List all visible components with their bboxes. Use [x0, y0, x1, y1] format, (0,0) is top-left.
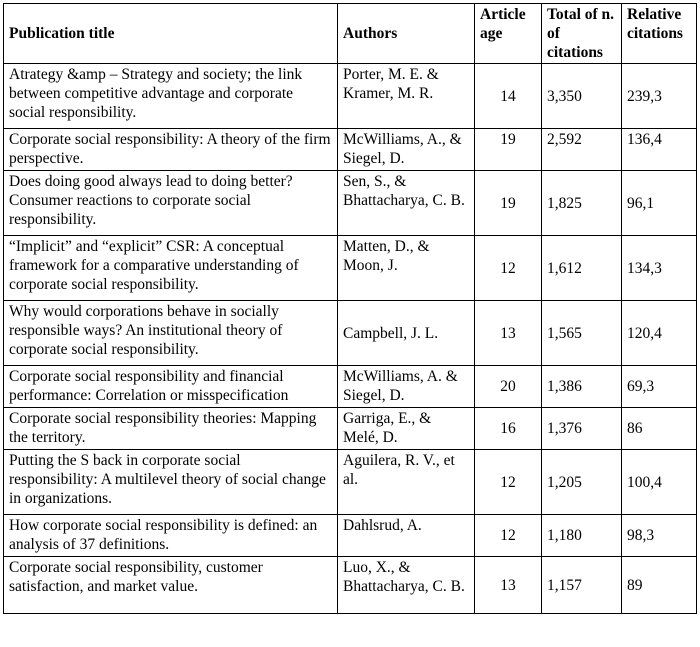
relative-citations: 86 — [622, 408, 697, 450]
citations-table — [3, 3, 697, 614]
authors: McWilliams, A. & Siegel, D. — [338, 366, 475, 408]
authors: Porter, M. E. & Kramer, M. R. — [338, 64, 475, 129]
publication-title: Corporate social responsibility and financial performance: Correlation or misspecification — [4, 366, 338, 408]
publication-title: Putting the S back in corporate social responsibility: A multilevel theory of social change in organizations. — [4, 450, 338, 515]
total-citations: 1,157 — [542, 557, 622, 614]
authors: Aguilera, R. V., et al. — [338, 450, 475, 515]
authors: Matten, D., & Moon, J. — [338, 236, 475, 301]
article-age: 19 — [475, 129, 542, 171]
publication-title: Does doing good always lead to doing better? Consumer reactions to corporate social responsibility. — [4, 171, 338, 236]
authors: Sen, S., & Bhattacharya, C. B. — [338, 171, 475, 236]
publication-title: Why would corporations behave in socially responsible ways? An institutional theory of corporate social responsibility. — [4, 301, 338, 366]
total-citations: 3,350 — [542, 64, 622, 129]
article-age: 20 — [475, 366, 542, 408]
relative-citations: 98,3 — [622, 515, 697, 557]
table-row — [4, 236, 697, 301]
table-row — [4, 366, 697, 408]
authors: McWilliams, A., & Siegel, D. — [338, 129, 475, 171]
total-citations: 1,376 — [542, 408, 622, 450]
header-total-citations: Total of n. of citations — [542, 4, 622, 64]
table-row — [4, 64, 697, 129]
publication-title: “Implicit” and “explicit” CSR: A conceptual framework for a comparative understanding of corporate social responsibility. — [4, 236, 338, 301]
article-age: 13 — [475, 557, 542, 614]
total-citations: 1,612 — [542, 236, 622, 301]
total-citations: 1,205 — [542, 450, 622, 515]
table-row — [4, 129, 697, 171]
table-row — [4, 301, 697, 366]
article-age: 13 — [475, 301, 542, 366]
relative-citations: 239,3 — [622, 64, 697, 129]
authors: Garriga, E., & Melé, D. — [338, 408, 475, 450]
relative-citations: 136,4 — [622, 129, 697, 171]
relative-citations: 134,3 — [622, 236, 697, 301]
authors: Luo, X., & Bhattacharya, C. B. — [338, 557, 475, 614]
publication-title: Corporate social responsibility: A theory of the firm perspective. — [4, 129, 338, 171]
relative-citations: 96,1 — [622, 171, 697, 236]
publication-title: Corporate social responsibility theories: Mapping the territory. — [4, 408, 338, 450]
total-citations: 1,565 — [542, 301, 622, 366]
publication-title: Atrategy &amp – Strategy and society; the link between competitive advantage and corporate social responsibility. — [4, 64, 338, 129]
publication-title: Corporate social responsibility, customer satisfaction, and market value. — [4, 557, 338, 614]
table-row — [4, 450, 697, 515]
article-age: 19 — [475, 171, 542, 236]
relative-citations: 89 — [622, 557, 697, 614]
relative-citations: 69,3 — [622, 366, 697, 408]
relative-citations: 100,4 — [622, 450, 697, 515]
article-age: 12 — [475, 236, 542, 301]
table-row — [4, 515, 697, 557]
article-age: 12 — [475, 515, 542, 557]
publication-title: How corporate social responsibility is defined: an analysis of 37 definitions. — [4, 515, 338, 557]
header-publication-title: Publication title — [4, 4, 338, 64]
total-citations: 1,825 — [542, 171, 622, 236]
header-article-age: Article age — [475, 4, 542, 64]
authors: Campbell, J. L. — [338, 301, 475, 366]
relative-citations: 120,4 — [622, 301, 697, 366]
header-relative-citations: Relative citations — [622, 4, 697, 64]
article-age: 16 — [475, 408, 542, 450]
article-age: 12 — [475, 450, 542, 515]
header-authors: Authors — [338, 4, 475, 64]
table-row — [4, 408, 697, 450]
total-citations: 1,180 — [542, 515, 622, 557]
table-row — [4, 557, 697, 614]
total-citations: 2,592 — [542, 129, 622, 171]
authors: Dahlsrud, A. — [338, 515, 475, 557]
header-row — [4, 4, 697, 64]
total-citations: 1,386 — [542, 366, 622, 408]
table-row — [4, 171, 697, 236]
article-age: 14 — [475, 64, 542, 129]
